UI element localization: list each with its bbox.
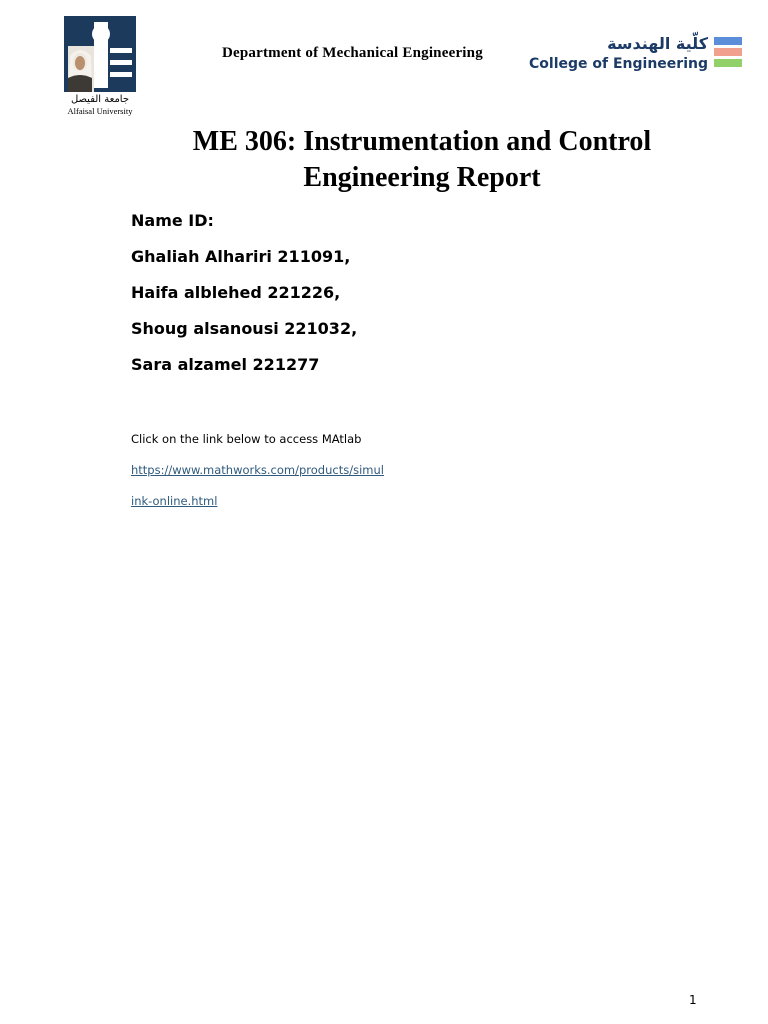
college-arabic-name: كلّية الهندسة [607,34,708,53]
university-latin-name: Alfaisal University [67,106,133,116]
college-color-bars-icon [714,37,742,70]
name-id-heading: Name ID: [131,211,214,230]
report-title [130,124,714,196]
green-bar [714,59,742,67]
alfaisal-university-logo [62,15,138,117]
student-entry: Ghaliah Alhariri 211091, [131,247,351,266]
department-name: Department of Mechanical Engineering [222,45,483,61]
report-title-line-2: Engineering Report [303,162,541,193]
university-seal-icon [64,16,136,92]
college-english-name: College of Engineering [529,56,708,72]
blue-bar [714,37,742,45]
report-title-line-1: ME 306: Instrumentation and Control [192,126,652,157]
matlab-link-line-2[interactable]: ink-online.html [131,494,218,508]
salmon-bar [714,48,742,56]
matlab-link-line-1[interactable]: https://www.mathworks.com/products/simul [131,463,384,477]
college-of-engineering-logo [530,34,744,76]
student-entry: Haifa alblehed 221226, [131,283,341,302]
student-entry: Shoug alsanousi 221032, [131,319,358,338]
student-entry: Sara alzamel 221277 [131,355,320,374]
university-arabic-name: جامعة الفيصل [70,94,130,105]
matlab-note: Click on the link below to access MAtlab [131,432,362,446]
student-list [131,210,357,390]
page-number: 1 [689,993,697,1007]
